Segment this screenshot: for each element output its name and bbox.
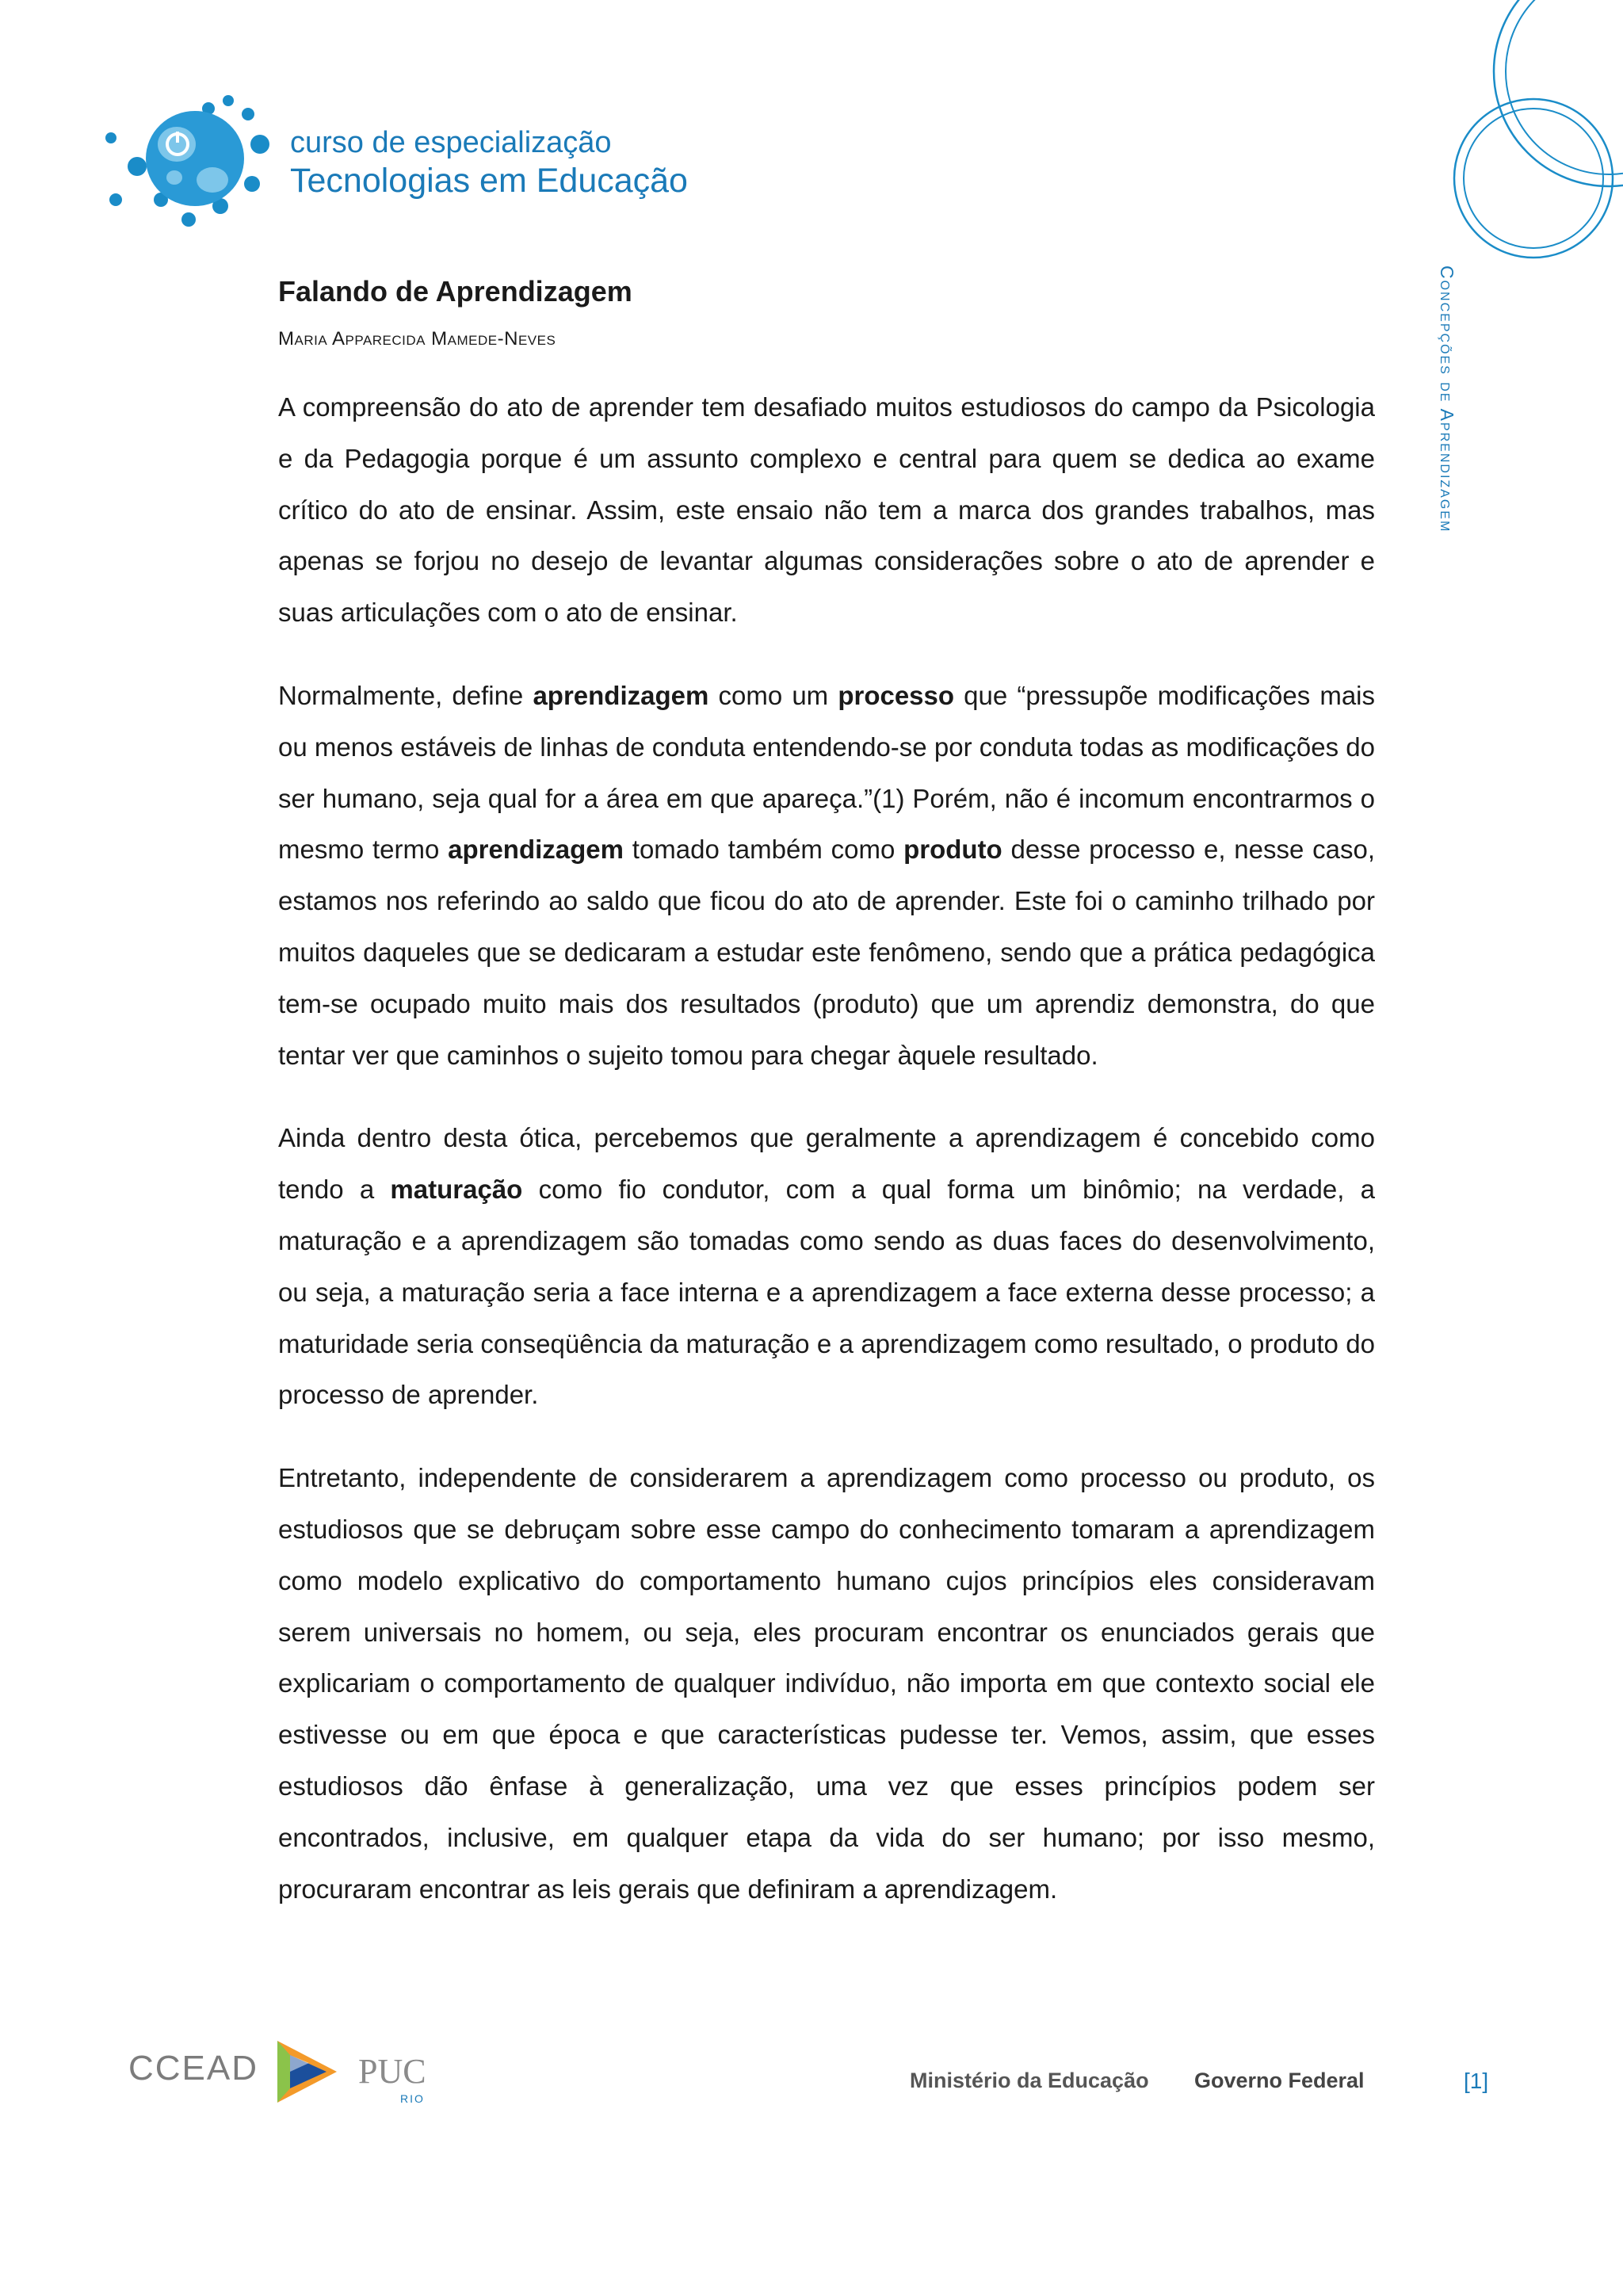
- course-header: [290, 125, 688, 201]
- paragraph: Ainda dentro desta ótica, percebemos que geralmente a aprendizagem é concebido como tendo a maturação como fio condutor, com a qual forma um binômio; na verdade, a maturação e a aprendizagem são tomadas como sendo as duas faces do desenvolvimento, ou seja, a maturação seria a face interna e a aprendizagem a face externa desse processo; a maturidade seria conseqüência da maturação e a aprendizagem como resultado, o produto do processo de aprender.: [278, 1123, 1375, 1410]
- decorative-circles-icon: [1411, 0, 1623, 269]
- article-title: Falando de Aprendizagem: [278, 275, 632, 308]
- page-number: [1]: [1464, 2069, 1489, 2093]
- play-logo-icon: [262, 2033, 346, 2111]
- section-side-label: Concepções de Aprendizagem: [1437, 266, 1457, 533]
- governo-label: Governo Federal: [1194, 2069, 1365, 2092]
- course-header-line1: curso de especialização: [290, 126, 612, 159]
- emphasis-term: aprendizagem: [448, 835, 624, 865]
- puc-logo: PUC: [358, 2052, 426, 2091]
- emphasis-term: produto: [903, 835, 1002, 865]
- ccead-logo: CCEAD: [128, 2049, 259, 2088]
- article-author: Maria Apparecida Mamede-Neves: [278, 328, 556, 350]
- page-footer: [0, 2029, 1623, 2116]
- emphasis-term: maturação: [390, 1175, 523, 1205]
- article: [278, 268, 1375, 1915]
- rio-label: RIO: [400, 2092, 425, 2105]
- paragraph: Entretanto, independente de considerarem a aprendizagem como processo ou produto, os estudiosos que se debruçam sobre esse campo do conhecimento tomaram a aprendizagem como modelo explicativo do comportamento humano cujos princípios eles consideravam serem universais no homem, ou seja, eles procuram encontrar os enunciados gerais que explicariam o comportamento de qualquer indivíduo, não importa em que contexto social ele estivesse ou em que época e que características pudesse ter. Vemos, assim, que esses estudiosos dão ênfase à generalização, uma vez que esses princípios podem ser encontrados, inclusive, em qualquer etapa da vida do ser humano; por isso mesmo, procuraram encontrar as leis gerais que definiram a aprendizagem.: [278, 1463, 1375, 1904]
- emphasis-term: aprendizagem: [533, 680, 709, 710]
- course-logo-icon: [101, 89, 284, 227]
- ministerio-label: Ministério da Educação: [910, 2069, 1149, 2092]
- emphasis-term: processo: [838, 680, 955, 710]
- course-header-line2: Tecnologias em Educação: [290, 162, 688, 200]
- paragraph: Normalmente, define aprendizagem como um processo que “pressupõe modificações mais ou menos estáveis de linhas de conduta entendendo-se por conduta todas as modificações do ser humano, seja qual for a área em que apareça.”(1) Porém, não é incomum encontrarmos o mesmo termo aprendizagem tomado também como produto desse processo e, nesse caso, estamos nos referindo ao saldo que ficou do ato de aprender. Este foi o caminho trilhado por muitos daqueles que se dedicaram a estudar este fenômeno, sendo que a prática pedagógica tem-se ocupado muito mais dos resultados (produto) que um aprendiz demonstra, do que tentar ver que caminhos o sujeito tomou para chegar àquele resultado.: [278, 680, 1376, 1070]
- paragraph: A compreensão do ato de aprender tem desafiado muitos estudiosos do campo da Psicologia e da Pedagogia porque é um assunto complexo e central para quem se dedica ao exame crítico do ato de ensinar. Assim, este ensaio não tem a marca dos grandes trabalhos, mas apenas se forjou no desejo de levantar algumas considerações sobre o ato de aprender e suas articulações com o ato de ensinar.: [278, 392, 1375, 628]
